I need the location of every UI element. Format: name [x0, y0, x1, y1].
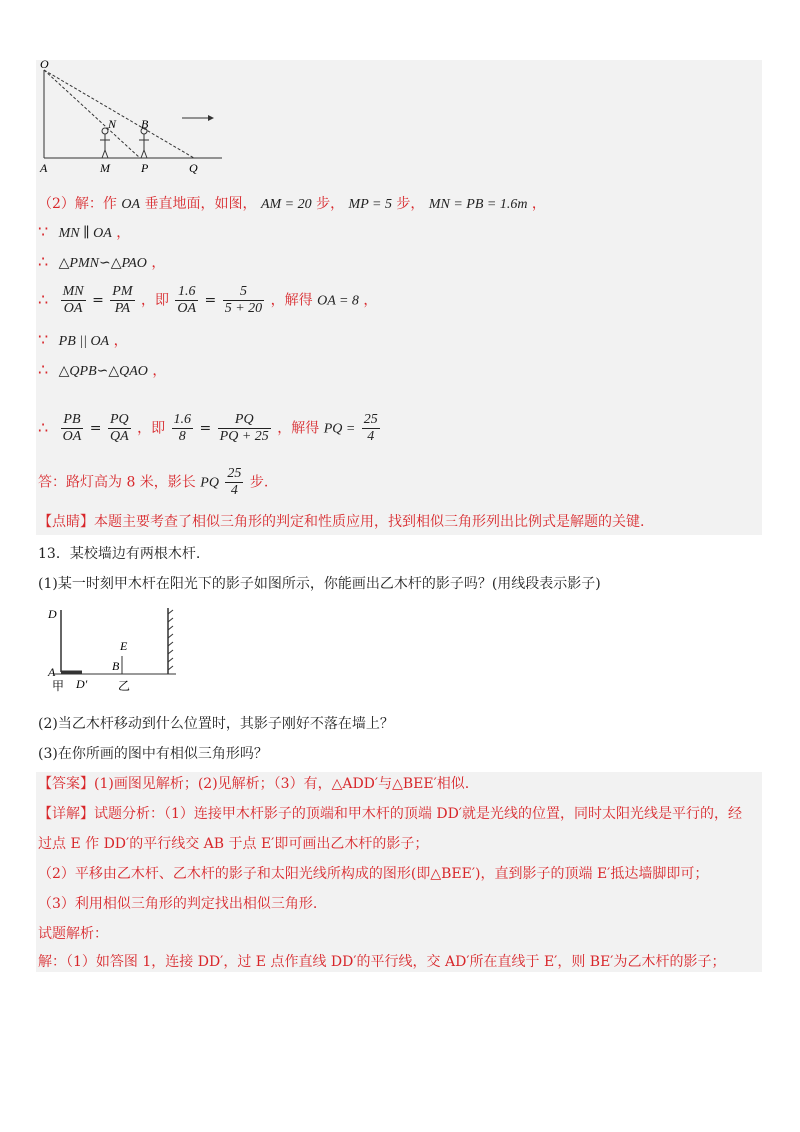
solution-line-6: ∴ △QPB∽△QAO ， [38, 360, 167, 379]
solution-line-1: （2）解：作 OA 垂直地面，如图， AM = 20 步， MP = 5 步， MN = PB = 1.6m ， [38, 196, 546, 212]
q13-part2: (2)当乙木杆移动到什么位置时，其影子刚好不落在墙上？ [38, 716, 394, 732]
fraction: $\frac{25}{4}$ [227, 466, 242, 498]
fraction: $\frac{5}{5 + 20}$ [224, 284, 263, 316]
poles-diagram-figure [44, 604, 194, 694]
label-a2: A [48, 665, 56, 679]
fraction: $\frac{25}{4}$ [363, 412, 378, 444]
label-jia: 甲 [52, 679, 65, 693]
q13-detail-6: 解：（1）如答图 1，连接 DD′，过 E 点作直线 DD′的平行线，交 AD′所在直线于 E′，则 BE′为乙木杆的影子； [38, 954, 726, 970]
q13-title: 13．某校墙边有两根木杆. [38, 546, 201, 562]
fraction: $\frac{PM}{PA}$ [112, 284, 133, 316]
q13-part1: (1)某一时刻甲木杆在阳光下的影子如图所示，你能画出乙木杆的影子吗？(用线段表示影子) [38, 576, 601, 592]
label-o: O [40, 58, 49, 71]
q13-detail-2: 过点 E 作 DD′的平行线交 AB 于点 E′即可画出乙木杆的影子； [38, 836, 429, 852]
person-n-icon [100, 128, 110, 158]
fraction: $\frac{PQ}{QA}$ [109, 412, 129, 444]
q13-detail-4: （3）利用相似三角形的判定找出相似三角形. [38, 896, 318, 912]
solution-line-5: ∵ PB || OA ， [38, 330, 128, 349]
label-m: M [100, 161, 110, 175]
label-e: E [120, 639, 128, 653]
q13-detail-5: 试题解析： [38, 926, 108, 942]
fraction: $\frac{1.6}{OA}$ [177, 284, 197, 316]
fraction: $\frac{MN}{OA}$ [62, 284, 84, 316]
solution-line-7: ∴ $\frac{PB}{OA}$ = $\frac{PQ}{QA}$ ，即 $\frac{1.6}{8}$ = $\frac{PQ}{PQ + 25}$ ，解得 PQ = $\frac{25}{4}$ [38, 412, 378, 444]
label-p: P [141, 161, 149, 175]
solution-line-3: ∴ △PMN∽△PAO ， [38, 252, 166, 271]
shadow-diagram-figure [36, 58, 236, 178]
q13-part3: (3)在你所画的图中有相似三角形吗？ [38, 746, 268, 762]
comment-line: 【点睛】本题主要考查了相似三角形的判定和性质应用，找到相似三角形列出比例式是解题的关键. [38, 514, 645, 530]
label-n: N [108, 117, 117, 131]
label-d: D [48, 607, 57, 621]
fraction: $\frac{1.6}{8}$ [173, 412, 192, 444]
person-b-icon [139, 128, 149, 158]
label-q: Q [189, 161, 198, 175]
label-yi: 乙 [118, 679, 131, 693]
label-a: A [40, 161, 48, 175]
arrow-right-icon [182, 115, 214, 121]
label-b: B [141, 117, 149, 131]
solution-line-2: ∵ MN ∥ OA ， [38, 222, 131, 241]
label-dprime: D′ [76, 677, 88, 691]
q13-answer: 【答案】(1)画图见解析；(2)见解析；（3）有，△ADD′与△BEE′相似. [38, 776, 470, 792]
q13-detail-1: 【详解】试题分析：（1）连接甲木杆影子的顶端和甲木杆的顶端 DD′就是光线的位置，同时太阳光线是平行的，经 [38, 806, 742, 822]
fraction: $\frac{PB}{OA}$ [62, 412, 82, 444]
label-b2: B [112, 659, 120, 673]
q13-detail-3: （2）平移由乙木杆、乙木杆的影子和太阳光线所构成的图形(即△BEE′)，直到影子的顶端 E′抵达墙脚即可； [38, 866, 709, 882]
fraction: $\frac{PQ}{PQ + 25}$ [219, 412, 269, 444]
answer-line: 答：路灯高为 8 米，影长 PQ $\frac{25}{4}$ 步. [38, 466, 269, 498]
solution-line-4: ∴ $\frac{MN}{OA}$ = $\frac{PM}{PA}$ ，即 $\frac{1.6}{OA}$ = $\frac{5}{5 + 20}$ ，解得 OA = 8 ， [38, 284, 378, 316]
